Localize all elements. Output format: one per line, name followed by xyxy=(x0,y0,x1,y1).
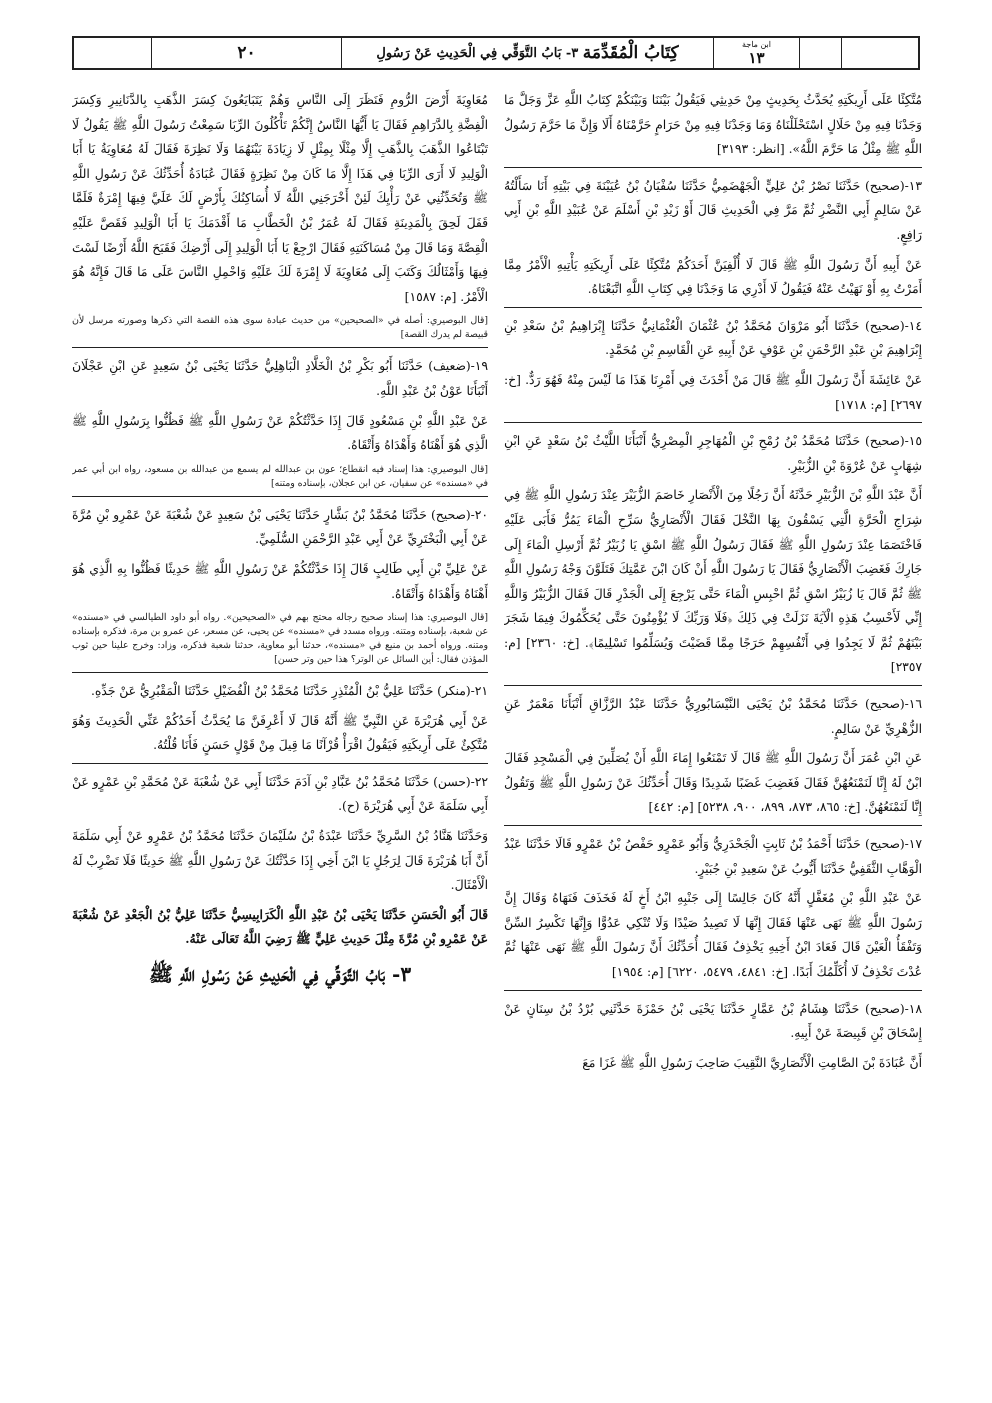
header-blank-right-1 xyxy=(800,38,842,68)
paragraph: عَنْ أَبِي هُرَيْرَةَ عَنِ النَّبِيِّ ﷺ أَنَّهُ قَالَ لَا أَعْرِفَنَّ مَا يُحَدَّثُ أَحَدُكُمْ عَنِّي الْحَدِيثَ وَهُوَ مُتَّكِئٌ عَلَى أَرِيكَتِهِ فَيَقُولُ اقْرَأْ قُرْآنًا مَا قِيلَ مِنْ قَوْلٍ حَسَنٍ فَأَنَا قُلْتُهُ. xyxy=(72,713,488,753)
footnote: [قال البوصيري: هذا إسناد فيه انقطاع؛ عون بن عبدالله لم يسمع من عبدالله بن مسعود، رواه ابن أبي عمر في «مسنده» عن سفيان، عن ابن عجلان، بإسناده ومتنه] xyxy=(72,463,488,489)
page-number-right: ١٣ xyxy=(748,48,765,67)
publisher-label: ابن ماجة xyxy=(741,39,772,49)
hadith-17: ١٧-(صحيح) حَدَّثَنَا أَحْمَدُ بْنُ ثَابِتٍ الْجَحْدَرِيُّ وَأَبُو عَمْرٍو حَفْصُ بْنُ عَمْرٍو قَالَا حَدَّثَنَا عَبْدُ الْوَهَّابِ الثَّقَفِيُّ حَدَّثَنَا أَيُّوبُ عَنْ سَعِيدِ بْنِ جُبَيْرٍ. xyxy=(504,825,922,881)
header-reference xyxy=(714,38,800,68)
footnote: [قال البوصيري: أصله في «الصحيحين» من حديث عبادة سوى هذه القصة التي ذكرها وصورته مرسل لأن قبيصة لم يدرك القصة] xyxy=(72,315,488,341)
hadith-16: ١٦-(صحيح) حَدَّثَنَا مُحَمَّدُ بْنُ يَحْيَى النَّيْسَابُورِيُّ حَدَّثَنَا عَبْدُ الرَّزَّاقِ أَنْبَأَنَا مَعْمَرٌ عَنِ الزُّهْرِيِّ عَنْ سَالِمٍ. xyxy=(504,685,922,741)
hadith-15: ١٥-(صحيح) حَدَّثَنَا مُحَمَّدُ بْنُ رُمْحِ بْنِ الْمُهَاجِرِ الْمِصْرِيُّ أَنْبَأَنَا اللَّيْثُ بْنُ سَعْدٍ عَنِ ابْنِ شِهَابٍ عَنْ عُرْوَةَ بْنِ الزُّبَيْرِ. xyxy=(504,422,922,478)
hadith-22: ٢٢-(حسن) حَدَّثَنَا مُحَمَّدُ بْنُ عَبَّادِ بْنِ آدَمَ حَدَّثَنَا أَبِي عَنْ شُعْبَةَ عَنْ مُحَمَّدِ بْنِ عَمْرٍو عَنْ أَبِي سَلَمَةَ عَنْ أَبِي هُرَيْرَةَ (ح). xyxy=(72,763,488,819)
hadith-19: ١٩-(ضعيف) حَدَّثَنَا أَبُو بَكْرِ بْنُ الْخَلَّادِ الْبَاهِلِيُّ حَدَّثَنَا يَحْيَى بْنُ سَعِيدٍ عَنِ ابْنِ عَجْلَانَ أَنْبَأَنَا عَوْنُ بْنُ عَبْدِ اللَّهِ. xyxy=(72,347,488,403)
paragraph: وَحَدَّثَنَا هَنَّادُ بْنُ السَّرِيِّ حَدَّثَنَا عَبْدَةُ بْنُ سُلَيْمَانَ حَدَّثَنَا مُحَمَّدُ بْنُ عَمْرٍو عَنْ أَبِي سَلَمَةَ أَنَّ أَبَا هُرَيْرَةَ قَالَ لِرَجُلٍ يَا ابْنَ أَخِي إِذَا حَدَّثْتُكَ عَنْ رَسُولِ اللَّهِ ﷺ حَدِيثًا فَلَا تَضْرِبْ لَهُ الْأَمْثَالَ. xyxy=(72,829,488,893)
paragraph: عَنْ عَبْدِ اللَّهِ بْنِ مُغَفَّلٍ أَنَّهُ كَانَ جَالِسًا إِلَى جَنْبِهِ ابْنُ أَخٍ لَهُ فَخَذَفَ فَنَهَاهُ وَقَالَ إِنَّ رَسُولَ اللَّهِ ﷺ نَهَى عَنْهَا فَقَالَ إِنَّهَا لَا تَصِيدُ صَيْدًا وَلَا تُنْكِي عَدُوًّا وَإِنَّهَا تَكْسِرُ السِّنَّ وَتَفْقَأُ الْعَيْنَ قَالَ فَعَادَ ابْنُ أَخِيهِ يَخْذِفُ فَقَالَ أُحَدِّثُكَ أَنَّ رَسُولَ اللَّهِ ﷺ نَهَى عَنْهَا ثُمَّ عُدْتَ تَخْذِفُ لَا أُكَلِّمُكَ أَبَدًا. [خ: ٤٨٤١، ٥٤٧٩، ٦٢٢٠] [م: ١٩٥٤] xyxy=(504,891,922,979)
paragraph: عَنْ عَلِيِّ بْنِ أَبِي طَالِبٍ قَالَ إِذَا حَدَّثْتُكُمْ عَنْ رَسُولِ اللَّهِ ﷺ حَدِيثًا فَظُنُّوا بِهِ الَّذِي هُوَ أَهْنَاهُ وَأَهْدَاهُ وَأَتْقَاهُ. xyxy=(72,561,488,601)
hadith-18: ١٨-(صحيح) حَدَّثَنَا هِشَامُ بْنُ عَمَّارٍ حَدَّثَنَا يَحْيَى بْنُ حَمْزَةَ حَدَّثَنِي بُرْدُ بْنُ سِنَانٍ عَنْ إِسْحَاقَ بْنِ قَبِيصَةَ عَنْ أَبِيهِ. xyxy=(504,990,922,1046)
footnote: [قال البوصيري: هذا إسناد صحيح رجاله محتج بهم في «الصحيحين». رواه أبو داود الطيالسي في «مسنده» عن شعبة، بإسناده ومتنه. ورواه مسدد في «مسنده» عن يحيى، عن مسعر، عن عمرو بن مرة، فذكره بإسناده ومتنه. ورواه أحمد بن منيع في «مسنده»، حدثنا أبو معاوية، حدثنا شعبة فذكره، وزاد: وخرج علينا حين ثوب المؤذن فقال: أين السائل عن الوتر؟ هذا حين وتر حسن] xyxy=(72,612,488,666)
paragraph: عَنِ ابْنِ عُمَرَ أَنَّ رَسُولَ اللَّهِ ﷺ قَالَ لَا تَمْنَعُوا إِمَاءَ اللَّهِ أَنْ يُصَلِّينَ فِي الْمَسْجِدِ فَقَالَ ابْنٌ لَهُ إِنَّا لَنَمْنَعُهُنَّ فَقَالَ فَغَضِبَ غَضَبًا شَدِيدًا وَقَالَ أُحَدِّثُكَ عَنْ رَسُولِ اللَّهِ ﷺ وَتَقُولُ إِنَّا لَنَمْنَعُهُنَّ. [خ: ٨٦٥، ٨٧٣، ٨٩٩، ٩٠٠، ٥٢٣٨] [م: ٤٤٢] xyxy=(504,751,922,815)
paragraph: قَالَ أَبُو الْحَسَنِ حَدَّثَنَا يَحْيَى بْنُ عَبْدِ اللَّهِ الْكَرَابِيسِيُّ حَدَّثَنَا عَلِيُّ بْنُ الْجَعْدِ عَنْ شُعْبَةَ عَنْ عَمْرِو بْنِ مُرَّةَ مِثْلَ حَدِيثِ عَلِيٍّ ﷺ رَضِيَ اللَّهُ تَعَالَى عَنْهُ. xyxy=(72,906,488,947)
hadith-13: ١٣-(صحيح) حَدَّثَنَا نَصْرُ بْنُ عَلِيٍّ الْجَهْضَمِيُّ حَدَّثَنَا سُفْيَانُ بْنُ عُيَيْنَةَ فِي بَيْتِهِ أَنَا سَأَلْتُهُ عَنْ سَالِمٍ أَبِي النَّضْرِ ثُمَّ مَرَّ فِي الْحَدِيثِ قَالَ أَوْ زَيْدِ بْنِ أَسْلَمَ عَنْ عُبَيْدِ اللَّهِ بْنِ أَبِي رَافِعٍ. xyxy=(504,167,922,248)
hadith-20: ٢٠-(صحيح) حَدَّثَنَا مُحَمَّدُ بْنُ بَشَّارٍ حَدَّثَنَا يَحْيَى بْنُ سَعِيدٍ عَنْ شُعْبَةَ عَنْ عَمْرِو بْنِ مُرَّةَ عَنْ أَبِي الْبَخْتَرِيِّ عَنْ أَبِي عَبْدِ الرَّحْمَنِ السُّلَمِيِّ. xyxy=(72,496,488,552)
hadith-14: ١٤-(صحيح) حَدَّثَنَا أَبُو مَرْوَانَ مُحَمَّدُ بْنُ عُثْمَانَ الْعُثْمَانِيُّ حَدَّثَنَا إِبْرَاهِيمُ بْنُ سَعْدِ بْنِ إِبْرَاهِيمَ بْنِ عَبْدِ الرَّحْمَنِ بْنِ عَوْفٍ عَنْ أَبِيهِ عَنِ الْقَاسِمِ بْنِ مُحَمَّدٍ. xyxy=(504,307,922,363)
running-title xyxy=(342,38,714,68)
hadith-21: ٢١-(منكر) حَدَّثَنَا عَلِيُّ بْنُ الْمُنْذِرِ حَدَّثَنَا مُحَمَّدُ بْنُ الْفُضَيْلِ حَدَّثَنَا الْمَقْبُرِيُّ عَنْ جَدِّهِ. xyxy=(72,672,488,704)
chapter-heading: ٣- بَابُ التَّوَقِّي فِي الْحَدِيثِ عَنْ رَسُولِ اللَّهِ ﷺ xyxy=(148,962,412,987)
left-column xyxy=(72,88,488,1393)
paragraph: عَنْ عَائِشَةَ أَنَّ رَسُولَ اللَّهِ ﷺ قَالَ مَنْ أَحْدَثَ فِي أَمْرِنَا هَذَا مَا لَيْسَ مِنْهُ فَهُوَ رَدٌّ. [خ: ٢٦٩٧] [م: ١٧١٨] xyxy=(504,372,922,412)
page-number-left: ٢٠ xyxy=(152,38,342,68)
paragraph: أَنَّ عُبَادَةَ بْنَ الصَّامِتِ الْأَنْصَارِيَّ النَّقِيبَ صَاحِبَ رَسُولِ اللَّهِ ﷺ غَزَا مَعَ xyxy=(582,1055,922,1070)
header-blank-right-2 xyxy=(842,38,918,68)
page-header xyxy=(72,36,920,70)
paragraph: مُعَاوِيَةَ أَرْضَ الرُّومِ فَنَظَرَ إِلَى النَّاسِ وَهُمْ يَتَبَايَعُونَ كِسَرَ الذَّهَبِ بِالدَّنَانِيرِ وَكِسَرَ الْفِضَّةِ بِالدَّرَاهِمِ فَقَالَ يَا أَيُّهَا النَّاسُ إِنَّكُمْ تَأْكُلُونَ الرِّبَا سَمِعْتُ رَسُولَ اللَّهِ ﷺ يَقُولُ لَا تَبْتَاعُوا الذَّهَبَ بِالذَّهَبِ إِلَّا مِثْلًا بِمِثْلٍ لَا زِيَادَةَ بَيْنَهُمَا وَلَا نَظِرَةَ فَقَالَ لَهُ مُعَاوِيَةُ يَا أَبَا الْوَلِيدِ لَا أَرَى الرِّبَا فِي هَذَا إِلَّا مَا كَانَ مِنْ نَظِرَةٍ فَقَالَ عُبَادَةُ أُحَدِّثُكَ عَنْ رَسُولِ اللَّهِ ﷺ وَتُحَدِّثُنِي عَنْ رَأْيِكَ لَئِنْ أَخْرَجَنِي اللَّهُ لَا أُسَاكِنُكَ بِأَرْضٍ لَكَ عَلَيَّ فِيهَا إِمْرَةٌ فَلَمَّا قَفَلَ لَحِقَ بِالْمَدِينَةِ فَقَالَ لَهُ عُمَرُ بْنُ الْخَطَّابِ مَا أَقْدَمَكَ يَا أَبَا الْوَلِيدِ فَقَصَّ عَلَيْهِ الْقِصَّةَ وَمَا قَالَ مِنْ مُسَاكَنَتِهِ فَقَالَ ارْجِعْ يَا أَبَا الْوَلِيدِ إِلَى أَرْضِكَ فَقَبَحَ اللَّهُ أَرْضًا لَسْتَ فِيهَا وَأَمْثَالُكَ وَكَتَبَ إِلَى مُعَاوِيَةَ لَا إِمْرَةَ لَكَ عَلَيْهِ وَاحْمِلِ النَّاسَ عَلَى مَا قَالَ فَإِنَّهُ هُوَ الْأَمْرُ. [م: ١٥٨٧] xyxy=(72,93,488,304)
chapter-title: ٣- بَابُ التَّوَقِّي فِي الْحَدِيثِ عَنْ رَسُولِ xyxy=(376,45,579,61)
paragraph: مُتَّكِئًا عَلَى أَرِيكَتِهِ يُحَدَّثُ بِحَدِيثٍ مِنْ حَدِيثِي فَيَقُولُ بَيْنَنَا وَبَيْنَكُمْ كِتَابُ اللَّهِ عَزَّ وَجَلَّ مَا وَجَدْنَا فِيهِ مِنْ حَلَالٍ اسْتَحْلَلْنَاهُ وَمَا وَجَدْنَا فِيهِ مِنْ حَرَامٍ حَرَّمْنَاهُ أَلَا وَإِنَّ مَا حَرَّمَ رَسُولُ اللَّهِ ﷺ مِثْلُ مَا حَرَّمَ اللَّهُ». [انظر: ٣١٩٣] xyxy=(504,93,922,157)
header-blank-left xyxy=(74,38,152,68)
right-column xyxy=(504,88,922,1393)
book-title: كِتَابُ الْمُقَدِّمَة xyxy=(582,43,679,63)
paragraph: أَنَّ عَبْدَ اللَّهِ بْنَ الزُّبَيْرِ حَدَّثَهُ أَنَّ رَجُلًا مِنَ الْأَنْصَارِ خَاصَمَ الزُّبَيْرَ عِنْدَ رَسُولِ اللَّهِ ﷺ فِي شِرَاجِ الْحَرَّةِ الَّتِي يَسْقُونَ بِهَا النَّخْلَ فَقَالَ الْأَنْصَارِيُّ سَرِّحِ الْمَاءَ يَمُرُّ فَأَبَى عَلَيْهِ فَاخْتَصَمَا عِنْدَ رَسُولِ اللَّهِ ﷺ فَقَالَ رَسُولُ اللَّهِ ﷺ اسْقِ يَا زُبَيْرُ ثُمَّ أَرْسِلِ الْمَاءَ إِلَى جَارِكَ فَغَضِبَ الْأَنْصَارِيُّ فَقَالَ يَا رَسُولَ اللَّهِ أَنْ كَانَ ابْنَ عَمَّتِكَ فَتَلَوَّنَ وَجْهُ رَسُولِ اللَّهِ ﷺ ثُمَّ قَالَ يَا زُبَيْرُ اسْقِ ثُمَّ احْبِسِ الْمَاءَ حَتَّى يَرْجِعَ إِلَى الْجَدْرِ قَالَ فَقَالَ الزُّبَيْرُ وَاللَّهِ إِنِّي لَأَحْسِبُ هَذِهِ الْآيَةَ نَزَلَتْ فِي ذَلِكَ ﴿فَلَا وَرَبِّكَ لَا يُؤْمِنُونَ حَتَّى يُحَكِّمُوكَ فِيمَا شَجَرَ بَيْنَهُمْ ثُمَّ لَا يَجِدُوا فِي أَنْفُسِهِمْ حَرَجًا مِمَّا قَضَيْتَ وَيُسَلِّمُوا تَسْلِيمًا﴾. [خ: ٢٣٦٠] [م: ٢٣٥٧] xyxy=(504,488,922,675)
paragraph: عَنْ أَبِيهِ أَنَّ رَسُولَ اللَّهِ ﷺ قَالَ لَا أُلْفِيَنَّ أَحَدَكُمْ مُتَّكِئًا عَلَى أَرِيكَتِهِ يَأْتِيهِ الْأَمْرُ مِمَّا أَمَرْتُ بِهِ أَوْ نَهَيْتُ عَنْهُ فَيَقُولُ لَا أَدْرِي مَا وَجَدْنَا فِي كِتَابِ اللَّهِ اتَّبَعْنَاهُ. xyxy=(504,257,922,297)
paragraph: عَنْ عَبْدِ اللَّهِ بْنِ مَسْعُودٍ قَالَ إِذَا حَدَّثْتُكُمْ عَنْ رَسُولِ اللَّهِ ﷺ فَظُنُّوا بِرَسُولِ اللَّهِ ﷺ الَّذِي هُوَ أَهْنَاهُ وَأَهْدَاهُ وَأَتْقَاهُ. xyxy=(72,413,488,453)
